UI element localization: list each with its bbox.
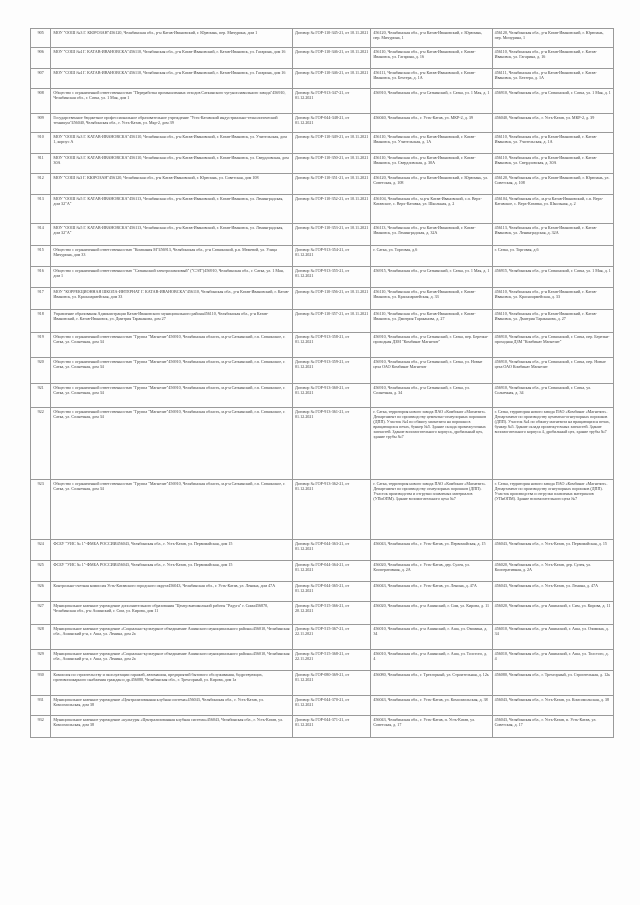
object-address-cell: г. Сатка, территория нового завода ПАО «Комбинат «Магнезит». Департамент по производству цементно-огнеупорных порошков (ДПП). Участок №4 по обжигу магнезита на порошки в вращающихся печах, бункер №5. Здание склада промежуточных запчастей. Здание вспомогательного корпуса, дробильный цех, здание трубы №7 <box>371 408 492 480</box>
object-address-cell: 456010, Челябинская обл., р-н Ашинский, г. Аша, ул. Озимина, д. 34 <box>371 625 492 650</box>
object-address-cell: 456040, Челябинская обл., г. Усть-Катав, ул. МКР-2, д. 39 <box>371 114 492 133</box>
table-row <box>31 114 614 133</box>
table-row <box>31 671 614 696</box>
table-row <box>31 195 614 224</box>
object-address-cell: 456010, Челябинская обл., р-н Ашинский, г. Аша, ул. Толстого, д. 4 <box>371 650 492 671</box>
table-row <box>31 69 614 89</box>
table-row <box>31 154 614 174</box>
organization-cell: МОУ "ООШ №3 Г. КАТАВ-ИВАНОВСКА"456110, Челябинская обл., р-н Катав-Ивановский, г. Катав-Ивановск, ул. Учительская, дом 1, корпус А <box>51 133 293 154</box>
table-row <box>31 384 614 408</box>
object-address-cell: 456910, Челябинская обл., р-н Саткинский, г. Сатка, ул. Новые цеха ОАО Комбинат Магнезит <box>371 358 492 384</box>
actual-address-cell: 456910, Челябинская обл., р-н Саткинский, г. Сатка, пер. Новые цеха ОАО Комбинат Магнезит <box>492 358 613 384</box>
object-address-cell: 456110, Челябинская обл., р-н Катав-Ивановский, г. Катав-Ивановск, ул. Учительская, д. 1А <box>371 133 492 154</box>
contract-cell: Договор № ГОР-913-354-21, от 01.12.2021 <box>292 246 370 267</box>
organization-cell: Общество с ограниченной ответственностью "Группа "Магнезит"456910, Челябинская область, м.р-н Саткинский, г.п. Саткинское, г. Сатка, ул. Солнечная, дом 34 <box>51 333 293 358</box>
actual-address-cell: 456080, Челябинская обл., г. Трехгорный, ул. Строительная, д. 12ь <box>492 671 613 696</box>
row-number: 918 <box>31 310 51 333</box>
actual-address-cell: 456020, Челябинская обл., г. Усть-Катав, дер. Сулея, ул. Кооперативная, д. 2А <box>492 561 613 582</box>
row-number: 931 <box>31 696 51 716</box>
object-address-cell: 456043, Челябинская обл., г. Усть-Катав, ул. Первомайская, д. 15 <box>371 540 492 561</box>
table-row <box>31 133 614 154</box>
organization-cell: Общество с ограниченной ответственностью "Группа "Магнезит"456910, Челябинская область, м.р-н Саткинский, г.п. Саткинское, г. Сатка, ул. Солнечная, дом 34 <box>51 358 293 384</box>
contract-cell: Договор № ГОР-110-349-21, от 10.11.2021 <box>292 133 370 154</box>
actual-address-cell: 456910, Челябинская обл., р-н Саткинский, г. Сатка, ул. Солнечная, д. 34 <box>492 384 613 408</box>
actual-address-cell: 456910, Челябинская обл., р-н Саткинский, г. Сатка, пер. Березки-проходная ДЗМ "Комбинат Магнезит" <box>492 333 613 358</box>
row-number: 906 <box>31 48 51 69</box>
organization-cell: Муниципальное казенное учреждение дополнительного образования "Центр внешкольной работы "Радуга" г. Сима456870, Челябинская обл., р-н Ашинский, г. Сим, ул. Кирова, дом 11 <box>51 602 293 625</box>
contract-cell: Договор № ГОР-913-360-21, от 01.12.2021 <box>292 384 370 408</box>
actual-address-cell: 456110, Челябинская обл., р-н Катав-Ивановский, г. Катав-Ивановск, ул. Дмитрия Тараканова, д. 27 <box>492 310 613 333</box>
object-address-cell: 456910, Челябинская обл., р-н Саткинский, г. Сатка, пер. Березки-проходная ДЗМ "Комбинат Магнезит" <box>371 333 492 358</box>
contract-cell: Договор № ГОР-913-355-21, от 01.12.2021 <box>292 267 370 288</box>
organization-cell: Муниципальное казенное учреждение «Социально-культурное объединение Ашинского муниципального района»456010, Челябинская обл., Ашинский р-н, г. Аша, ул. Ленина, дом 2а <box>51 625 293 650</box>
row-number: 913 <box>31 195 51 224</box>
organization-cell: МОУ "КОРРЕКЦИОННАЯ ШКОЛА-ИНТЕРНАТ Г. КАТАВ-ИВАНОВСКА"456110, Челябинская обл., р-н Катав-Ивановский, г. Катав-Ивановск, ул. Красноармейская, дом 33 <box>51 288 293 310</box>
contract-cell: Договор № ГОР-044-363-21, от 01.12.2021 <box>292 540 370 561</box>
contract-cell: Договор № ГОР-515-368-21, от 22.11.2021 <box>292 650 370 671</box>
object-address-cell: 456043, Челябинская обл., г. Усть-Катав, п. Усть-Катав, ул. Советская, д. 17 <box>371 716 492 738</box>
table-row <box>31 540 614 561</box>
actual-address-cell: 456110, Челябинская обл., р-н Катав-Ивановский, г. Катав-Ивановск, ул. Свердловская, д. 30А <box>492 154 613 174</box>
contract-cell: Договор № ГОР-044-370-21, от 01.12.2021 <box>292 696 370 716</box>
table-row <box>31 358 614 384</box>
object-address-cell: 456110, Челябинская обл., р-н Катав-Ивановский, г. Катав-Ивановск, ул. Свердловская, д. 30А <box>371 154 492 174</box>
row-number: 923 <box>31 480 51 540</box>
object-address-cell: г. Сатка, территория нового завода ПАО «Комбинат «Магнезит». Департамент по производству огнеупорных порошков (ДПП). Участок производства и отгрузки плавленых материалов (УПиОПМ). Здание вспомогательного цеха №7 <box>371 480 492 540</box>
contract-cell: Договор № ГОР-913-359-21, от 01.12.2021 <box>292 358 370 384</box>
actual-address-cell: 456910, Челябинская обл., р-н Саткинский, г. Сатка, ул. 1 Мая, д. 1 <box>492 89 613 114</box>
row-number: 925 <box>31 561 51 582</box>
contract-cell: Договор № ГОР-110-346-21, от 10.11.2021 <box>292 48 370 69</box>
organization-cell: Общество с ограниченной ответственностью "Саткинский электроламповый" ("СЭЛ")456910, Челябинская обл., г. Сатка, ул. 1 Мая, дом 1 <box>51 267 293 288</box>
organization-cell: МОУ "СОШ №3 Г. КЮРОЗАН"456120, Челябинская обл., р-н Катав-Ивановский, г. Юрюзань, ул. Советская, дом 108 <box>51 174 293 195</box>
row-number: 905 <box>31 29 51 48</box>
row-number: 915 <box>31 246 51 267</box>
row-number: 916 <box>31 267 51 288</box>
organization-cell: Общество с ограниченной ответственностью "Группа "Магнезит"456910, Челябинская область, м.р-н Саткинский, г.п. Саткинское, г. Сатка, ул. Солнечная, дом 34 <box>51 408 293 480</box>
row-number: 929 <box>31 650 51 671</box>
row-number: 921 <box>31 384 51 408</box>
actual-address-cell: 456111, Челябинская обл., р-н Катав-Ивановский, г. Катав-Ивановск, ул. Бехтера, д. 1А <box>492 69 613 89</box>
object-address-cell: 456120, Челябинская обл., р-н Катав-Ивановский, г. Юрюзань, ул. Советская, д. 108 <box>371 174 492 195</box>
object-address-cell: 456910, Челябинская обл., р-н Саткинский, г. Сатка, ул. Солнечная, д. 34 <box>371 384 492 408</box>
organization-cell: Контрольно-счетная комиссия Усть-Катавского городского округа456043, Челябинская обл., г. Усть-Катав, ул. Ленина, дом 47А <box>51 582 293 602</box>
contract-cell: Договор № ГОР-110-352-21, от 10.11.2021 <box>292 195 370 224</box>
registry-table-body <box>31 29 614 738</box>
organization-cell: ФСБУ "УИС № 1"-ФМБА РОССИИ456043, Челябинская обл., г. Усть-Катав, ул. Первомайская, дом 15 <box>51 540 293 561</box>
contract-cell: Договор № ГОР-913-358-21, от 01.12.2021 <box>292 333 370 358</box>
object-address-cell: 456111, Челябинская обл., р-н Катав-Ивановский, г. Катав-Ивановск, ул. Бехтера, д. 1А <box>371 69 492 89</box>
object-address-cell: 456043, Челябинская обл., г. Усть-Катав, ул. Комсомольская, д. 38 <box>371 696 492 716</box>
organization-cell: МОУ "ООШ №3 Г. КАТАВ-ИВАНОВСКА"456110, Челябинская обл., р-н Катав-Ивановский, г. Катав-Ивановск, ул. Свердловская, дом 30А <box>51 154 293 174</box>
actual-address-cell: 456043, Челябинская обл., г. Усть-Катав, ул. Ленина, д. 47А <box>492 582 613 602</box>
table-row <box>31 696 614 716</box>
row-number: 927 <box>31 602 51 625</box>
table-row <box>31 480 614 540</box>
contract-cell: Договор № ГОР-080-369-21, от 01.12.2021 <box>292 671 370 696</box>
contract-cell: Договор № ГОР-110-356-21, от 10.11.2021 <box>292 288 370 310</box>
contract-cell: Договор № ГОР-110-357-21, от 10.11.2021 <box>292 310 370 333</box>
row-number: 922 <box>31 408 51 480</box>
actual-address-cell: 456110, Челябинская обл., р-н Катав-Ивановский, г. Катав-Ивановск, ул. Учительская, д. 1А <box>492 133 613 154</box>
object-address-cell: 456910, Челябинская обл., р-н Саткинский, г. Сатка, ул. 1 Мая, д. 1 <box>371 89 492 114</box>
actual-address-cell: г. Сатка, территория нового завода ПАО «Комбинат «Магнезит». Департамент по производству цементно-огнеупорных порошков (ДПП). Участок №4 по обжигу магнезита на вращающихся печах, бункер №5. Здание склада промежуточных запчастей. Здание вспомогательного корпуса 4, дробильный цех, здание трубы №7 <box>492 408 613 480</box>
object-address-cell: 456915, Челябинская обл., р-н Саткинский, г. Сатка, ул. 1 Мая, д. 1 <box>371 267 492 288</box>
object-address-cell: 456020, Челябинская обл., р-н Ашинский, г. Сим, ул. Кирова, д. 11 <box>371 602 492 625</box>
object-address-cell: 456104, Челябинская обл., м.р-н Катав-Ивановский, с.п. Верх-Катавское, с. Верх-Катавка, ул. Школьная, д. 2 <box>371 195 492 224</box>
actual-address-cell: 456010, Челябинская обл., р-н Ашинский, г. Аша, ул. Озимина, д. 34 <box>492 625 613 650</box>
contract-cell: Договор № ГОР-110-345-21, от 10.11.2021 <box>292 29 370 48</box>
organization-cell: Муниципальное казенное учреждение «Централизованная клубная система»456043, Челябинская обл., г. Усть-Катав, ул. Комсомольская, дом 38 <box>51 696 293 716</box>
table-row <box>31 174 614 195</box>
contract-cell: Договор № ГОР-515-367-21, от 22.11.2021 <box>292 625 370 650</box>
object-address-cell: 456110, Челябинская обл., р-н Катав-Ивановский, г. Катав-Ивановск, ул. Дмитрия Тараканова, д. 27 <box>371 310 492 333</box>
table-row <box>31 602 614 625</box>
actual-address-cell: 456113, Челябинская обл., р-н Катав-Ивановский, г. Катав-Ивановск, ул. Ленинградская, д. 32А <box>492 224 613 246</box>
organization-cell: Общество с ограниченной ответственностью "Компания М"456913, Челябинская обл., р-н Саткинский, р.п. Межевой, ул. Улица Мичурина, дом 33 <box>51 246 293 267</box>
contract-cell: Договор № ГОР-110-350-21, от 10.11.2021 <box>292 154 370 174</box>
table-row <box>31 408 614 480</box>
row-number: 908 <box>31 89 51 114</box>
contract-cell: Договор № ГОР-913-362-21, от 01.12.2021 <box>292 480 370 540</box>
organization-cell: МОУ "СОШ №4 Г. КАТАВ-ИВАНОВСКА"456110, Челябинская обл., р-н Катав-Ивановский, г. Катав-Ивановск, ул. Гагарина, дом 16 <box>51 48 293 69</box>
actual-address-cell: 456043, Челябинская обл., г. Усть-Катав, ул. Комсомольская, д. 38 <box>492 696 613 716</box>
object-address-cell: 456120, Челябинская обл., р-н Катав-Ивановский, г. Юрюзань, пер. Мичурина, 1 <box>371 29 492 48</box>
organization-cell: Общество с ограниченной ответственностью "Группа "Магнезит"456910, Челябинская область, м.р-н Саткинский, г.п. Саткинское, г. Сатка, ул. Солнечная, дом 34 <box>51 480 293 540</box>
row-number: 909 <box>31 114 51 133</box>
contract-cell: Договор № ГОР-044-365-21, от 01.12.2021 <box>292 582 370 602</box>
actual-address-cell: 456110, Челябинская обл., р-н Катав-Ивановский, г. Катав-Ивановск, ул. Гагарина, д. 16 <box>492 48 613 69</box>
table-row <box>31 650 614 671</box>
table-row <box>31 333 614 358</box>
table-row <box>31 561 614 582</box>
organization-cell: Общество с ограниченной ответственностью "Переработка промышленных отходов Саткинского чугуноплавильного завода"456910, Челябинская обл., г. Сатка, ул. 1 Мая, дом 1 <box>51 89 293 114</box>
organization-cell: ФСБУ "УИС № 1"-ФМБА РОССИИ456043, Челябинская обл., г. Усть-Катав, ул. Первомайская, дом 15 <box>51 561 293 582</box>
row-number: 911 <box>31 154 51 174</box>
actual-address-cell: 456110, Челябинская обл., р-н Катав-Ивановский, г. Катав-Ивановск, ул. Красноармейская, д. 33 <box>492 288 613 310</box>
object-address-cell: 456113, Челябинская обл., р-н Катав-Ивановский, г. Катав-Ивановск, ул. Ленинградская, д. 32А <box>371 224 492 246</box>
row-number: 919 <box>31 333 51 358</box>
table-row <box>31 246 614 267</box>
contract-cell: Договор № ГОР-515-366-21, от 20.12.2021 <box>292 602 370 625</box>
row-number: 920 <box>31 358 51 384</box>
object-address-cell: 456043, Челябинская обл., г. Усть-Катав, ул. Ленина, д. 47А <box>371 582 492 602</box>
row-number: 912 <box>31 174 51 195</box>
actual-address-cell: 456120, Челябинская обл., р-н Катав-Ивановский, г. Юрюзань, пер. Мичурина, 1 <box>492 29 613 48</box>
object-address-cell: 456110, Челябинская обл., р-н Катав-Ивановский, г. Катав-Ивановск, ул. Гагарина, д. 16 <box>371 48 492 69</box>
organization-cell: МОУ "ООШ №5 Г. КАТАВ-ИВАНОВСКА"456113, Челябинская обл., р-н Катав-Ивановский, г. Катав-Ивановск, ул. Ленинградская, дом 32"А" <box>51 195 293 224</box>
contract-cell: Договор № ГОР-044-348-21, от 01.12.2021 <box>292 114 370 133</box>
row-number: 930 <box>31 671 51 696</box>
row-number: 928 <box>31 625 51 650</box>
organization-cell: МОУ "ООШ №5 Г. КАТАВ-ИВАНОВСКА"456113, Челябинская обл., р-н Катав-Ивановский, г. Катав-Ивановск, ул. Ленинградская, дом 32"А" <box>51 224 293 246</box>
organization-cell: МОУ "ООШ №3 Г. КЮРОЗАН"456120, Челябинская обл., р-н Катав-Ивановский, г. Юрюзань, пер. Мичурина, дом 1 <box>51 29 293 48</box>
table-row <box>31 29 614 48</box>
row-number: 926 <box>31 582 51 602</box>
contract-cell: Договор № ГОР-044-371-21, от 01.12.2021 <box>292 716 370 738</box>
organization-cell: Управление образования Администрации Катав-Ивановского муниципального района456110, Челябинская обл., р-н Катав-Ивановский, г. Катав-Ивановск, ул. Дмитрия Тараканова, дом 27 <box>51 310 293 333</box>
table-row <box>31 310 614 333</box>
actual-address-cell: 456120, Челябинская обл., р-н Катав-Ивановский, г. Юрюзань, ул. Советская, д. 108 <box>492 174 613 195</box>
row-number: 907 <box>31 69 51 89</box>
registry-table <box>30 28 614 738</box>
actual-address-cell: 456043, Челябинская обл., г. Усть-Катав, ул. Первомайская, д. 15 <box>492 540 613 561</box>
contract-cell: Договор № ГОР-110-353-21, от 10.11.2021 <box>292 224 370 246</box>
object-address-cell: 456020, Челябинская обл., г. Усть-Катав, дер. Сулея, ул. Кооперативная, д. 2А <box>371 561 492 582</box>
table-row <box>31 267 614 288</box>
organization-cell: Муниципальное казенное учреждение «культуры «Централизованная клубная система»456043, Челябинская обл., г. Усть-Катав, ул. Комсомольская, дом 38 <box>51 716 293 738</box>
contract-cell: Договор № ГОР-110-346-21, от 10.11.2021 <box>292 69 370 89</box>
row-number: 924 <box>31 540 51 561</box>
actual-address-cell: 456040, Челябинская обл., г. Усть-Катав, ул. МКР-2, д. 39 <box>492 114 613 133</box>
actual-address-cell: 456010, Челябинская обл., р-н Ашинский, г. Аша, ул. Толстого, д. 4 <box>492 650 613 671</box>
contract-cell: Договор № ГОР-913-347-21, от 01.12.2021 <box>292 89 370 114</box>
organization-cell: Общество с ограниченной ответственностью "Группа "Магнезит"456910, Челябинская область, м.р-н Саткинский, г.п. Саткинское, г. Сатка, ул. Солнечная, дом 34 <box>51 384 293 408</box>
actual-address-cell: г. Сатка, территория нового завода ПАО «Комбинат «Магнезит». Департамент по производству огнеупорных порошков (ДПП). Участок производства и отгрузки плавленых материалов (УПиОПМ). Здание вспомогательного цеха №7 <box>492 480 613 540</box>
object-address-cell: г. Сатка, ул. Торговая, д.6 <box>371 246 492 267</box>
row-number: 914 <box>31 224 51 246</box>
organization-cell: Муниципальное казенное учреждение «Социально-культурное объединение Ашинского муниципального района»456010, Челябинская обл., Ашинский р-н, г. Аша, ул. Ленина, дом 2а <box>51 650 293 671</box>
table-row <box>31 89 614 114</box>
table-row <box>31 224 614 246</box>
contract-cell: Договор № ГОР-913-361-21, от 01.12.2021 <box>292 408 370 480</box>
organization-cell: МОУ "СОШ №4 Г. КАТАВ-ИВАНОВСКА"456110, Челябинская обл., р-н Катав-Ивановский, г. Катав-Ивановск, ул. Гагарина, дом 16 <box>51 69 293 89</box>
contract-cell: Договор № ГОР-110-351-21, от 10.11.2021 <box>292 174 370 195</box>
object-address-cell: 456110, Челябинская обл., р-н Катав-Ивановский, г. Катав-Ивановск, ул. Красноармейская, д. 33 <box>371 288 492 310</box>
table-row <box>31 288 614 310</box>
actual-address-cell: г. Сатка, ул. Торговая, д.6 <box>492 246 613 267</box>
organization-cell: Государственное бюджетное профессиональное образовательное учреждение "Усть-Катавский индустриально-технологический техникум"456040, Челябинская обл., г. Усть-Катав, ул. Мкр-2, дом 39 <box>51 114 293 133</box>
actual-address-cell: 456104, Челябинская обл., м.р-н Катав-Ивановский, с.п. Верх-Катавское, с. Верх-Катавка, ул. Школьная, д. 2 <box>492 195 613 224</box>
table-row <box>31 625 614 650</box>
actual-address-cell: 456043, Челябинская обл., г. Усть-Катав, п. Усть-Катав, ул. Советская, д. 17 <box>492 716 613 738</box>
row-number: 932 <box>31 716 51 738</box>
row-number: 917 <box>31 288 51 310</box>
organization-cell: Комиссия по строительству и эксплуатации гаражей, автомашин, предприятий бытового обслуживания, бодрствующих, противопожарного снабжения граждан и др.456080, Челябинская обл., г. Трехгорный, ул. Кирова, дом 1а <box>51 671 293 696</box>
actual-address-cell: 456020, Челябинская обл., р-н Ашинский, г. Сим, ул. Кирова, д. 11 <box>492 602 613 625</box>
row-number: 910 <box>31 133 51 154</box>
table-row <box>31 582 614 602</box>
contract-cell: Договор № ГОР-044-364-21, от 01.12.2021 <box>292 561 370 582</box>
actual-address-cell: 456915, Челябинская обл., р-н Саткинский, г. Сатка, ул. 1 Мая, д. 1 <box>492 267 613 288</box>
table-row <box>31 48 614 69</box>
object-address-cell: 456080, Челябинская обл., г. Трехгорный, ул. Строительная, д. 12ь <box>371 671 492 696</box>
table-row <box>31 716 614 738</box>
